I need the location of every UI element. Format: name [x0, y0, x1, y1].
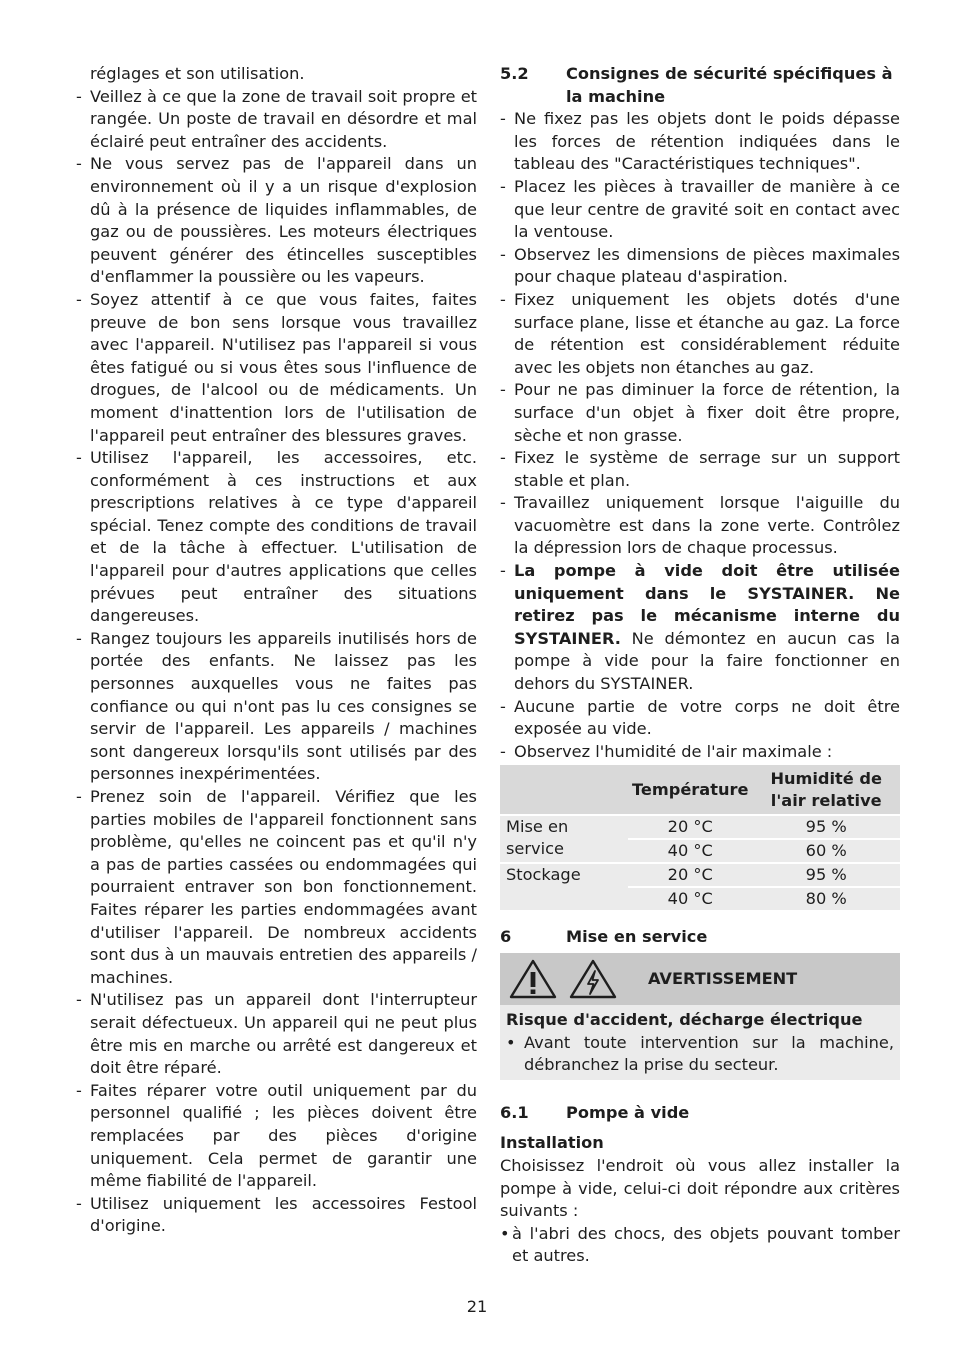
warning-heading: AVERTISSEMENT	[648, 968, 798, 988]
table-cell: 20 °C	[628, 863, 752, 887]
table-cell: 20 °C	[628, 815, 752, 839]
table-header-row	[500, 765, 900, 815]
list-item: - N'utilisez pas un appareil dont l'interrupteur serait défectueux. Un appareil qui ne peut plus être mis en marche ou arrêté est dangereux et doit être réparé.	[76, 990, 477, 1078]
list-item: - Fixez uniquement les objets dotés d'une surface plane, lisse et étanche au gaz. La force de rétention est considérablement réduite avec les objets non étanches au gaz.	[500, 289, 900, 377]
warning-header	[500, 953, 900, 1005]
table-cell: 40 °C	[628, 887, 752, 910]
warning-box	[500, 953, 900, 1080]
installation-text: Choisissez l'endroit où vous allez installer la pompe à vide, celui-ci doit répondre aux critères suivants :	[500, 1155, 900, 1221]
humidity-table	[500, 765, 900, 910]
warning-triangle-icon	[508, 958, 558, 1000]
section-5-2-heading	[500, 63, 900, 108]
table-row	[500, 815, 900, 839]
list-item: - Placez les pièces à travailler de manière à ce que leur centre de gravité soit en contact avec la ventouse.	[500, 176, 900, 242]
section-6-heading	[500, 926, 900, 949]
table-cell: 60 %	[752, 839, 900, 863]
list-item: - Pour ne pas diminuer la force de rétention, la surface d'un objet à fixer doit être propre, sèche et non grasse.	[500, 380, 900, 445]
machine-safety-list	[500, 108, 900, 763]
section-title: Mise en service	[566, 927, 708, 947]
electric-hazard-icon	[568, 958, 618, 1000]
page-number: 21	[466, 1297, 488, 1316]
section-title: Pompe à vide	[566, 1102, 690, 1122]
header-temperature: Température	[628, 765, 752, 815]
list-item: - Utilisez l'appareil, les accessoires, etc. conformément à ces instructions et aux prescriptions relatives à ce type d'appareil spécial. Tenez compte des conditions de travail et de la tâche à effectuer. L'utilisation de l'appareil pour d'autres applications que celles prévues peut entraîner des situations dangereuses.	[76, 448, 477, 626]
header-humidity: Humidité de l'air relative	[752, 765, 900, 815]
warning-body	[500, 1005, 900, 1080]
list-item: - Travaillez uniquement lorsque l'aiguille du vacuomètre est dans la zone verte. Contrôlez la dépression lors de chaque processus.	[500, 493, 900, 558]
warning-risk: Risque d'accident, décharge électrique	[506, 1010, 863, 1029]
right-column	[500, 63, 900, 1268]
warning-list	[506, 1032, 894, 1077]
table-cell: 80 %	[752, 887, 900, 910]
row-label: Stockage	[500, 863, 628, 910]
section-6-1-heading	[500, 1102, 900, 1125]
list-item: - Utilisez uniquement les accessoires Festool d'origine.	[76, 1193, 477, 1236]
lead-text: réglages et son utilisation.	[90, 64, 305, 83]
list-item: - Faites réparer votre outil uniquement par du personnel qualifié ; les pièces doivent être remplacées par des pièces d'origine uniquement. Cela permet de garantir une même fiabilité de l'appareil.	[76, 1080, 477, 1191]
table-cell: 95 %	[752, 863, 900, 887]
section-number: 6	[500, 927, 512, 947]
section-title: Consignes de sécurité spécifiques à la machine	[566, 64, 893, 106]
list-item: - Veillez à ce que la zone de travail soit propre et rangée. Un poste de travail en désordre et mal éclairé peut entraîner des accidents.	[76, 86, 477, 151]
list-item: - Ne fixez pas les objets dont le poids dépasse les forces de rétention indiquées dans le tableau des "Caractéristiques techniques".	[500, 109, 900, 174]
list-item: - Ne vous servez pas de l'appareil dans un environnement où il y a un risque d'explosion dû à la présence de liquides inflammables, de gaz ou de poussières. Les moteurs électriques peuvent générer des étincelles susceptibles d'enflammer la poussière ou les vapeurs.	[76, 154, 477, 287]
list-item: - Rangez toujours les appareils inutilisés hors de portée des enfants. Ne laissez pas les personnes auxquelles vous ne faites pas confiance ou qui n'ont pas lu ces consignes se servir de l'appareil. Les appareils / machines sont dangereux lorsqu'ils sont utilisés par des personnes inexpérimentées.	[76, 628, 477, 784]
list-item: - Prenez soin de l'appareil. Vérifiez que les parties mobiles de l'appareil fonctionnent sans problème, qu'elles ne coincent pas et qu'il n'y a pas de parties cassées ou endommagées qui pourraient entraver son bon fonctionnement. Faites réparer les parties endommagées avant d'utiliser l'appareil. De nombreux accidents sont dus à un mauvais entretien des appareils / machines.	[76, 787, 477, 987]
list-item: • à l'abri des chocs, des objets pouvant tomber et autres.	[500, 1223, 900, 1266]
table-row	[500, 863, 900, 887]
list-item: - Observez les dimensions de pièces maximales pour chaque plateau d'aspiration.	[500, 244, 900, 287]
list-item: - Observez l'humidité de l'air maximale :	[500, 741, 833, 761]
list-item-bold: - La pompe à vide doit être utilisée uniquement dans le SYSTAINER. Ne retirez pas le mécanisme interne du SYSTAINER. Ne démontez en aucun cas la pompe à vide pour la faire fonctionner en dehors du SYSTAINER.	[500, 561, 900, 694]
list-item: - Soyez attentif à ce que vous faites, faites preuve de bon sens lorsque vous travaillez avec l'appareil. N'utilisez pas l'appareil si vous êtes fatigué ou si vous êtes sous l'influence de drogues, de l'alcool ou de médicaments. Un moment d'inattention lors de l'utilisation de l'appareil peut entraîner des blessures graves.	[76, 289, 477, 445]
installation-heading: Installation	[500, 1133, 604, 1153]
header-empty	[500, 765, 628, 815]
table-cell: 40 °C	[628, 839, 752, 863]
row-label: Mise en service	[500, 815, 628, 863]
section-number: 5.2	[500, 64, 529, 83]
safety-list-left	[76, 86, 477, 1238]
list-item: - Aucune partie de votre corps ne doit être exposée au vide.	[500, 696, 900, 739]
list-item: • Avant toute intervention sur la machine, débranchez la prise du secteur.	[506, 1032, 894, 1075]
left-column	[76, 63, 477, 1238]
installation-list	[500, 1223, 900, 1268]
table-cell: 95 %	[752, 815, 900, 839]
section-number: 6.1	[500, 1102, 529, 1122]
list-item: - Fixez le système de serrage sur un support stable et plan.	[500, 448, 900, 490]
